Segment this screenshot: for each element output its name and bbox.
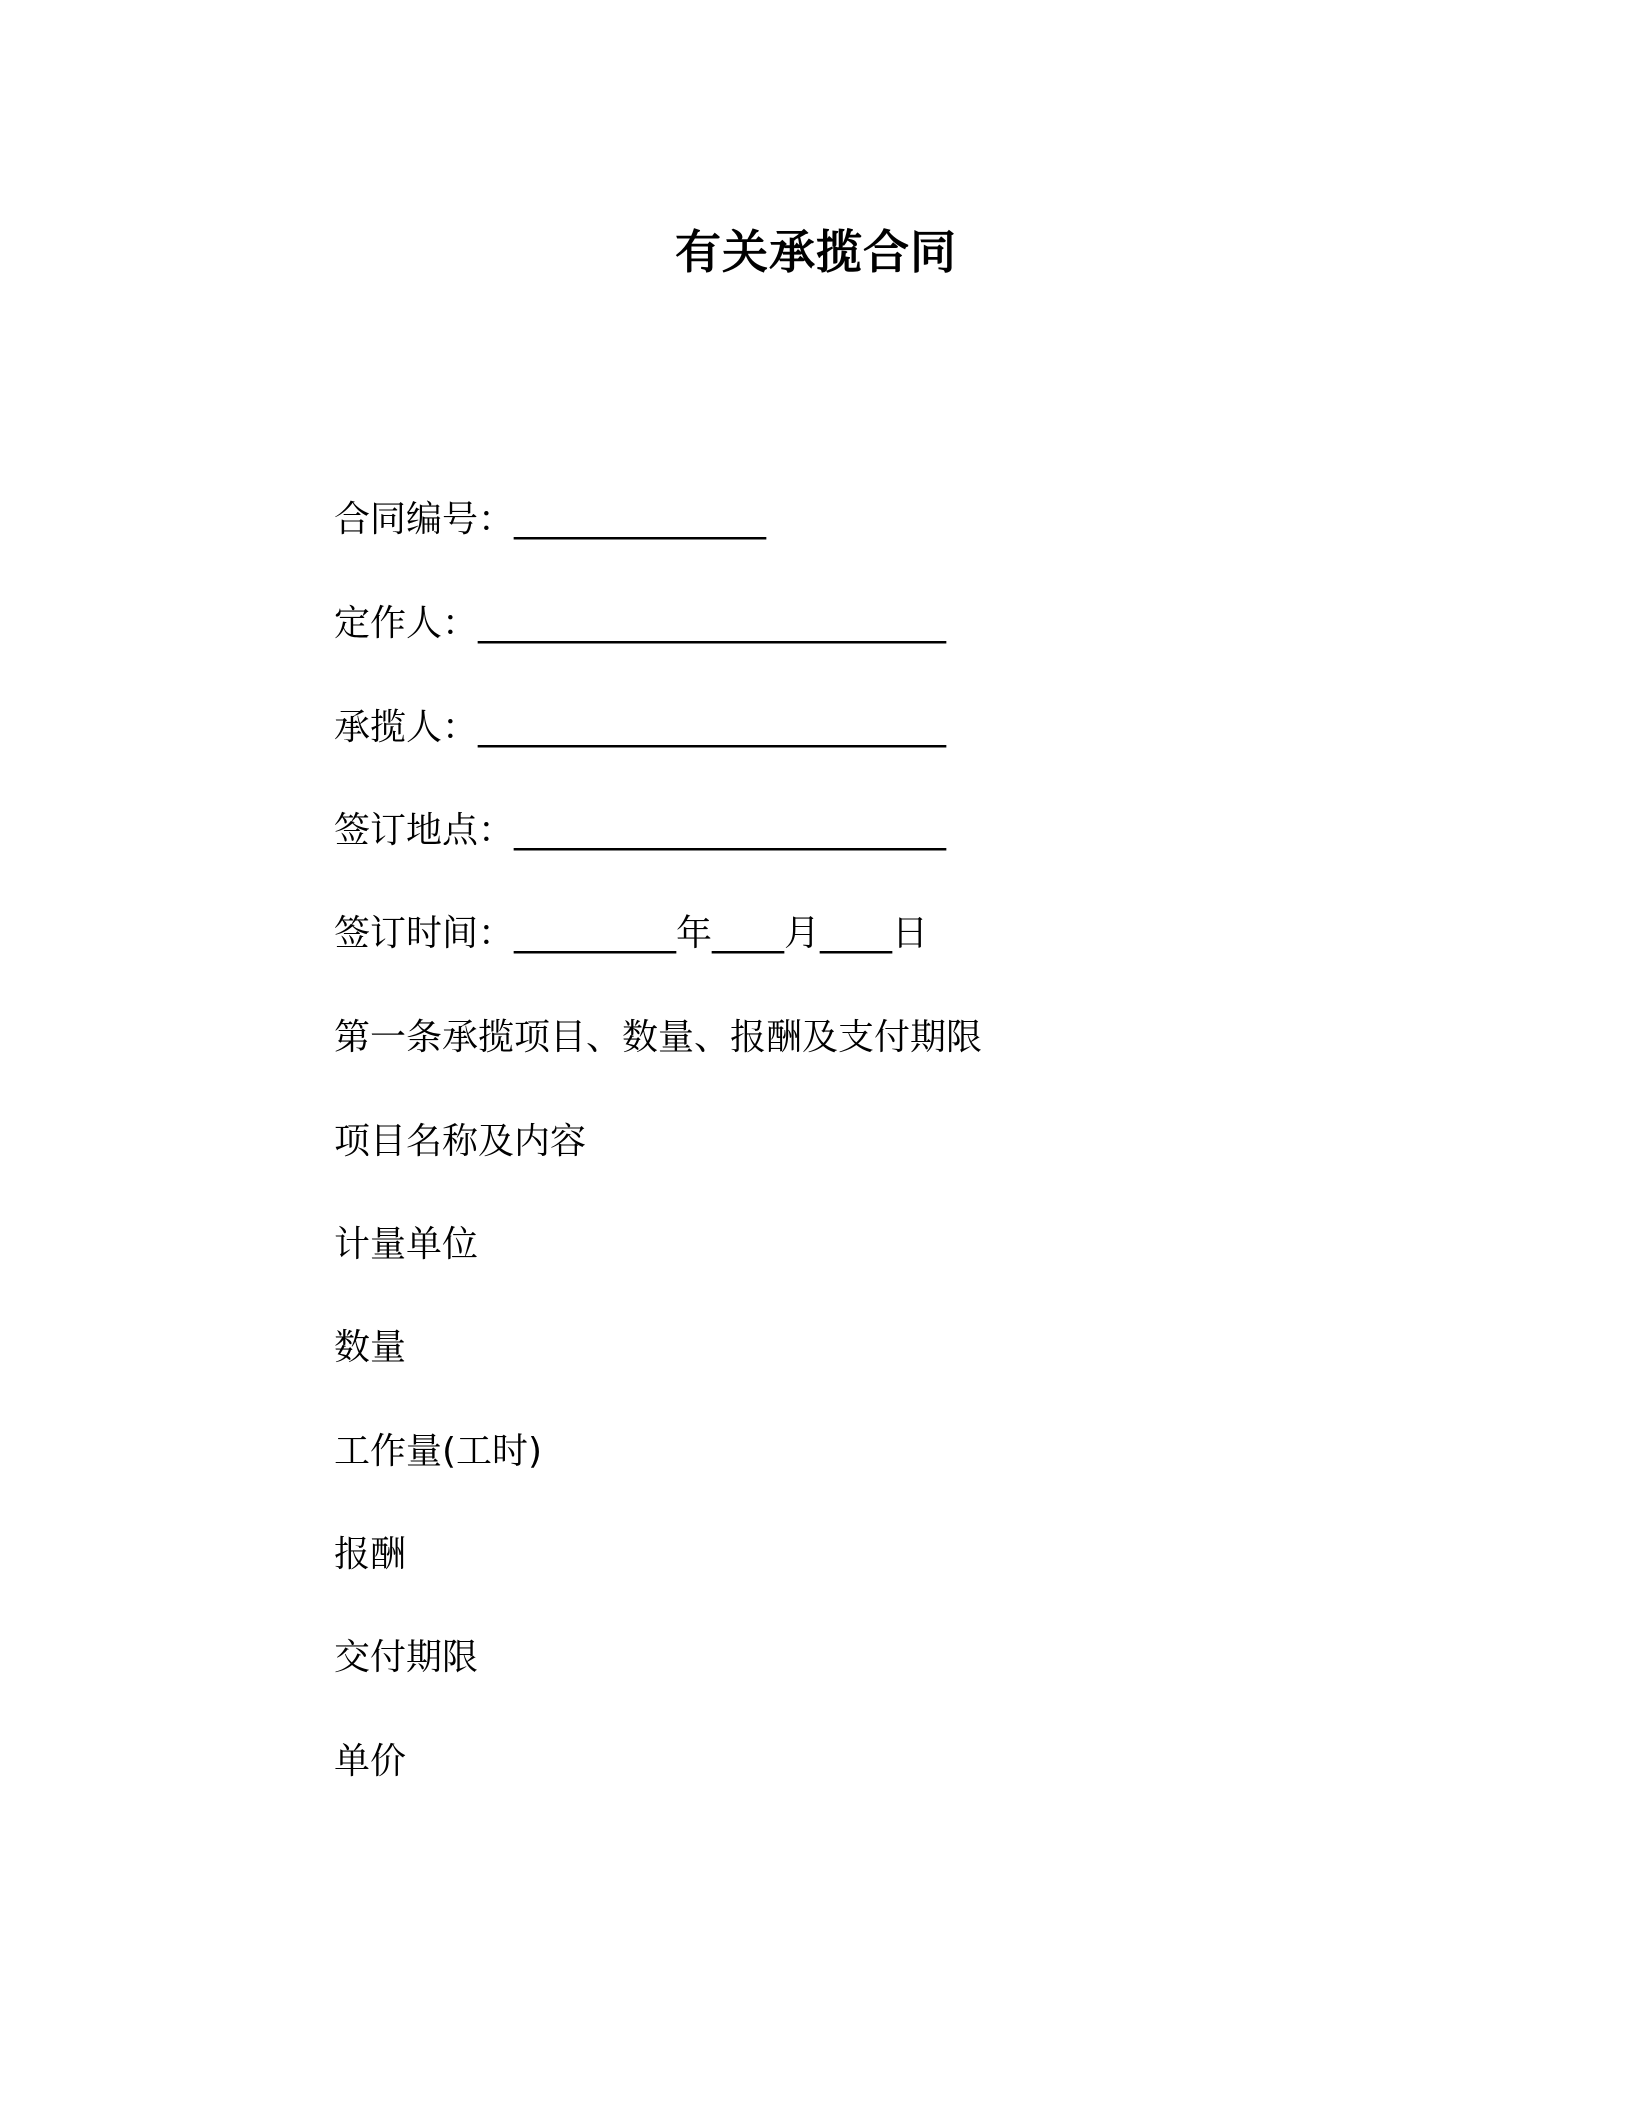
contract-number-line: 合同编号：______________ [334, 499, 767, 540]
unit-price-label: 单价 [334, 1741, 407, 1782]
remuneration-label: 报酬 [334, 1534, 407, 1575]
quantity-label: 数量 [334, 1327, 407, 1368]
signing-date-line: 签订时间：_________年____月____日 [334, 913, 929, 954]
unit-label: 计量单位 [334, 1224, 479, 1265]
signing-place-line: 签订地点：________________________ [334, 810, 947, 851]
delivery-deadline-label: 交付期限 [334, 1637, 479, 1678]
contractor-line: 承揽人：__________________________ [334, 707, 947, 748]
document-title: 有关承揽合同 [675, 225, 957, 279]
workload-label: 工作量(工时) [334, 1431, 543, 1472]
article-one-heading: 第一条承揽项目、数量、报酬及支付期限 [334, 1017, 983, 1058]
orderer-line: 定作人：__________________________ [334, 603, 947, 644]
item-name-label: 项目名称及内容 [334, 1121, 587, 1162]
